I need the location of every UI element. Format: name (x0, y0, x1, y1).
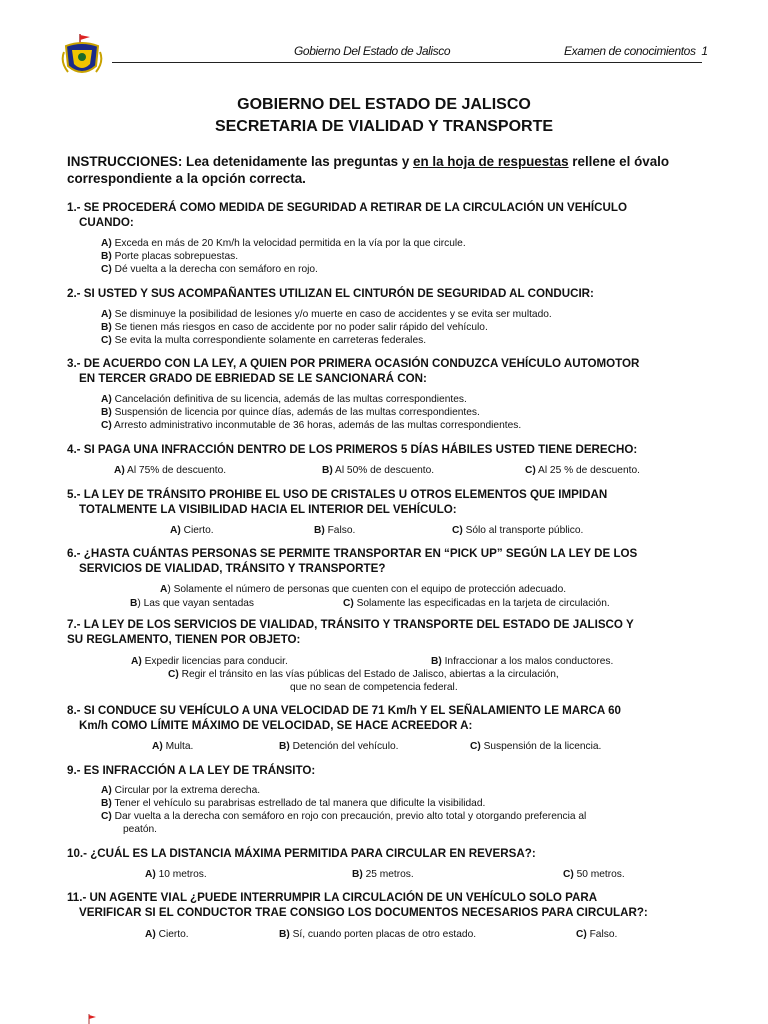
jalisco-crest-icon (60, 32, 104, 80)
answer-sheet-underlined: en la hoja de respuestas (413, 154, 569, 169)
footer-crest-icon (80, 1014, 100, 1024)
page-header (0, 0, 768, 70)
question-8: 8.- SI CONDUCE SU VEHÍCULO A UNA VELOCIDAD DE 71 Km/h Y EL SEÑALAMIENTO LE MARCA 60 Km/h COMO LÍMITE MÁXIMO DE VELOCIDAD, SE HACE ACREEDOR A: (67, 704, 621, 732)
document-title-line1: GOBIERNO DEL ESTADO DE JALISCO (237, 96, 531, 113)
answer-options-3: A) Cancelación definitiva de su licencia, además de las multas correspondientes. B) Suspensión de licencia por quince días, además de las multas correspondientes. C) Arresto administrativo inconmutable de 36 horas, además de las multas correspondientes. (101, 394, 522, 431)
page-number: 1 (701, 44, 708, 58)
question-1: 1.- SE PROCEDERÁ COMO MEDIDA DE SEGURIDAD A RETIRAR DE LA CIRCULACIÓN UN VEHÍCULO CUANDO: (67, 201, 627, 229)
instructions-label: INSTRUCCIONES: (67, 154, 183, 169)
header-left-text: Gobierno Del Estado de Jalisco (294, 44, 451, 58)
instructions: INSTRUCCIONES: Lea detenidamente las preguntas y en la hoja de respuestas rellene el óvalo correspondiente a la opción correcta. (67, 154, 670, 186)
question-4: 4.- SI PAGA UNA INFRACCIÓN DENTRO DE LOS PRIMEROS 5 DÍAS HÁBILES USTED TIENE DERECHO: (67, 443, 638, 456)
answer-options-1: A) Exceda en más de 20 Km/h la velocidad permitida en la vía por la que circule. B) Porte placas sobrepuestas. C) Dé vuelta a la derecha con semáforo en rojo. (101, 238, 466, 275)
answer-options-2: A) Se disminuye la posibilidad de lesiones y/o muerte en caso de accidentes y se evita ser multado. B) Se tienen más riesgos en caso de accidente por no poder salir rápido del vehículo. C) Se evita la multa correspondiente solamente en carreteras federales. (101, 309, 552, 346)
question-3: 3.- DE ACUERDO CON LA LEY, A QUIEN POR PRIMERA OCASIÓN CONDUZCA VEHÍCULO AUTOMOTOR EN TERCER GRADO DE EBRIEDAD SE LE SANCIONARÁ CON: (67, 357, 640, 385)
question-2: 2.- SI USTED Y SUS ACOMPAÑANTES UTILIZAN EL CINTURÓN DE SEGURIDAD AL CONDUCIR: (67, 287, 594, 300)
document-title-line2: SECRETARIA DE VIALIDAD Y TRANSPORTE (214, 118, 554, 135)
header-right-text: Examen de conocimientos 1 (564, 44, 708, 58)
question-10: 10.- ¿CUÁL ES LA DISTANCIA MÁXIMA PERMITIDA PARA CIRCULAR EN REVERSA?: (67, 847, 536, 860)
question-7: 7.- LA LEY DE LOS SERVICIOS DE VIALIDAD, TRÁNSITO Y TRANSPORTE DEL ESTADO DE JALISCO Y SU REGLAMENTO, TIENEN POR OBJETO: (67, 618, 634, 646)
question-9: 9.- ES INFRACCIÓN A LA LEY DE TRÁNSITO: (67, 764, 316, 777)
question-11: 11.- UN AGENTE VIAL ¿PUEDE INTERRUMPIR LA CIRCULACIÓN DE UN VEHÍCULO SOLO PARA VERIFICAR SI EL CONDUCTOR TRAE CONSIGO LOS DOCUMENTOS NECESARIOS PARA CIRCULAR?: (67, 891, 648, 919)
question-6: 6.- ¿HASTA CUÁNTAS PERSONAS SE PERMITE TRANSPORTAR EN “PICK UP” SEGÚN LA LEY DE LOS SERVICIOS DE VIALIDAD, TRÁNSITO Y TRANSPORTE? (67, 547, 638, 575)
header-rule (112, 62, 702, 63)
question-5: 5.- LA LEY DE TRÁNSITO PROHIBE EL USO DE CRISTALES U OTROS ELEMENTOS QUE IMPIDAN TOTALMENTE LA VISIBILIDAD HACIA EL INTERIOR DEL VEHÍCULO: (67, 488, 608, 516)
answer-options-9: A) Circular por la extrema derecha. B) Tener el vehículo su parabrisas estrellado de tal manera que dificulte la visibilidad. C) Dar vuelta a la derecha con semáforo en rojo con precaución, previo alto total y otorgando preferencia al peatón. (101, 785, 587, 835)
